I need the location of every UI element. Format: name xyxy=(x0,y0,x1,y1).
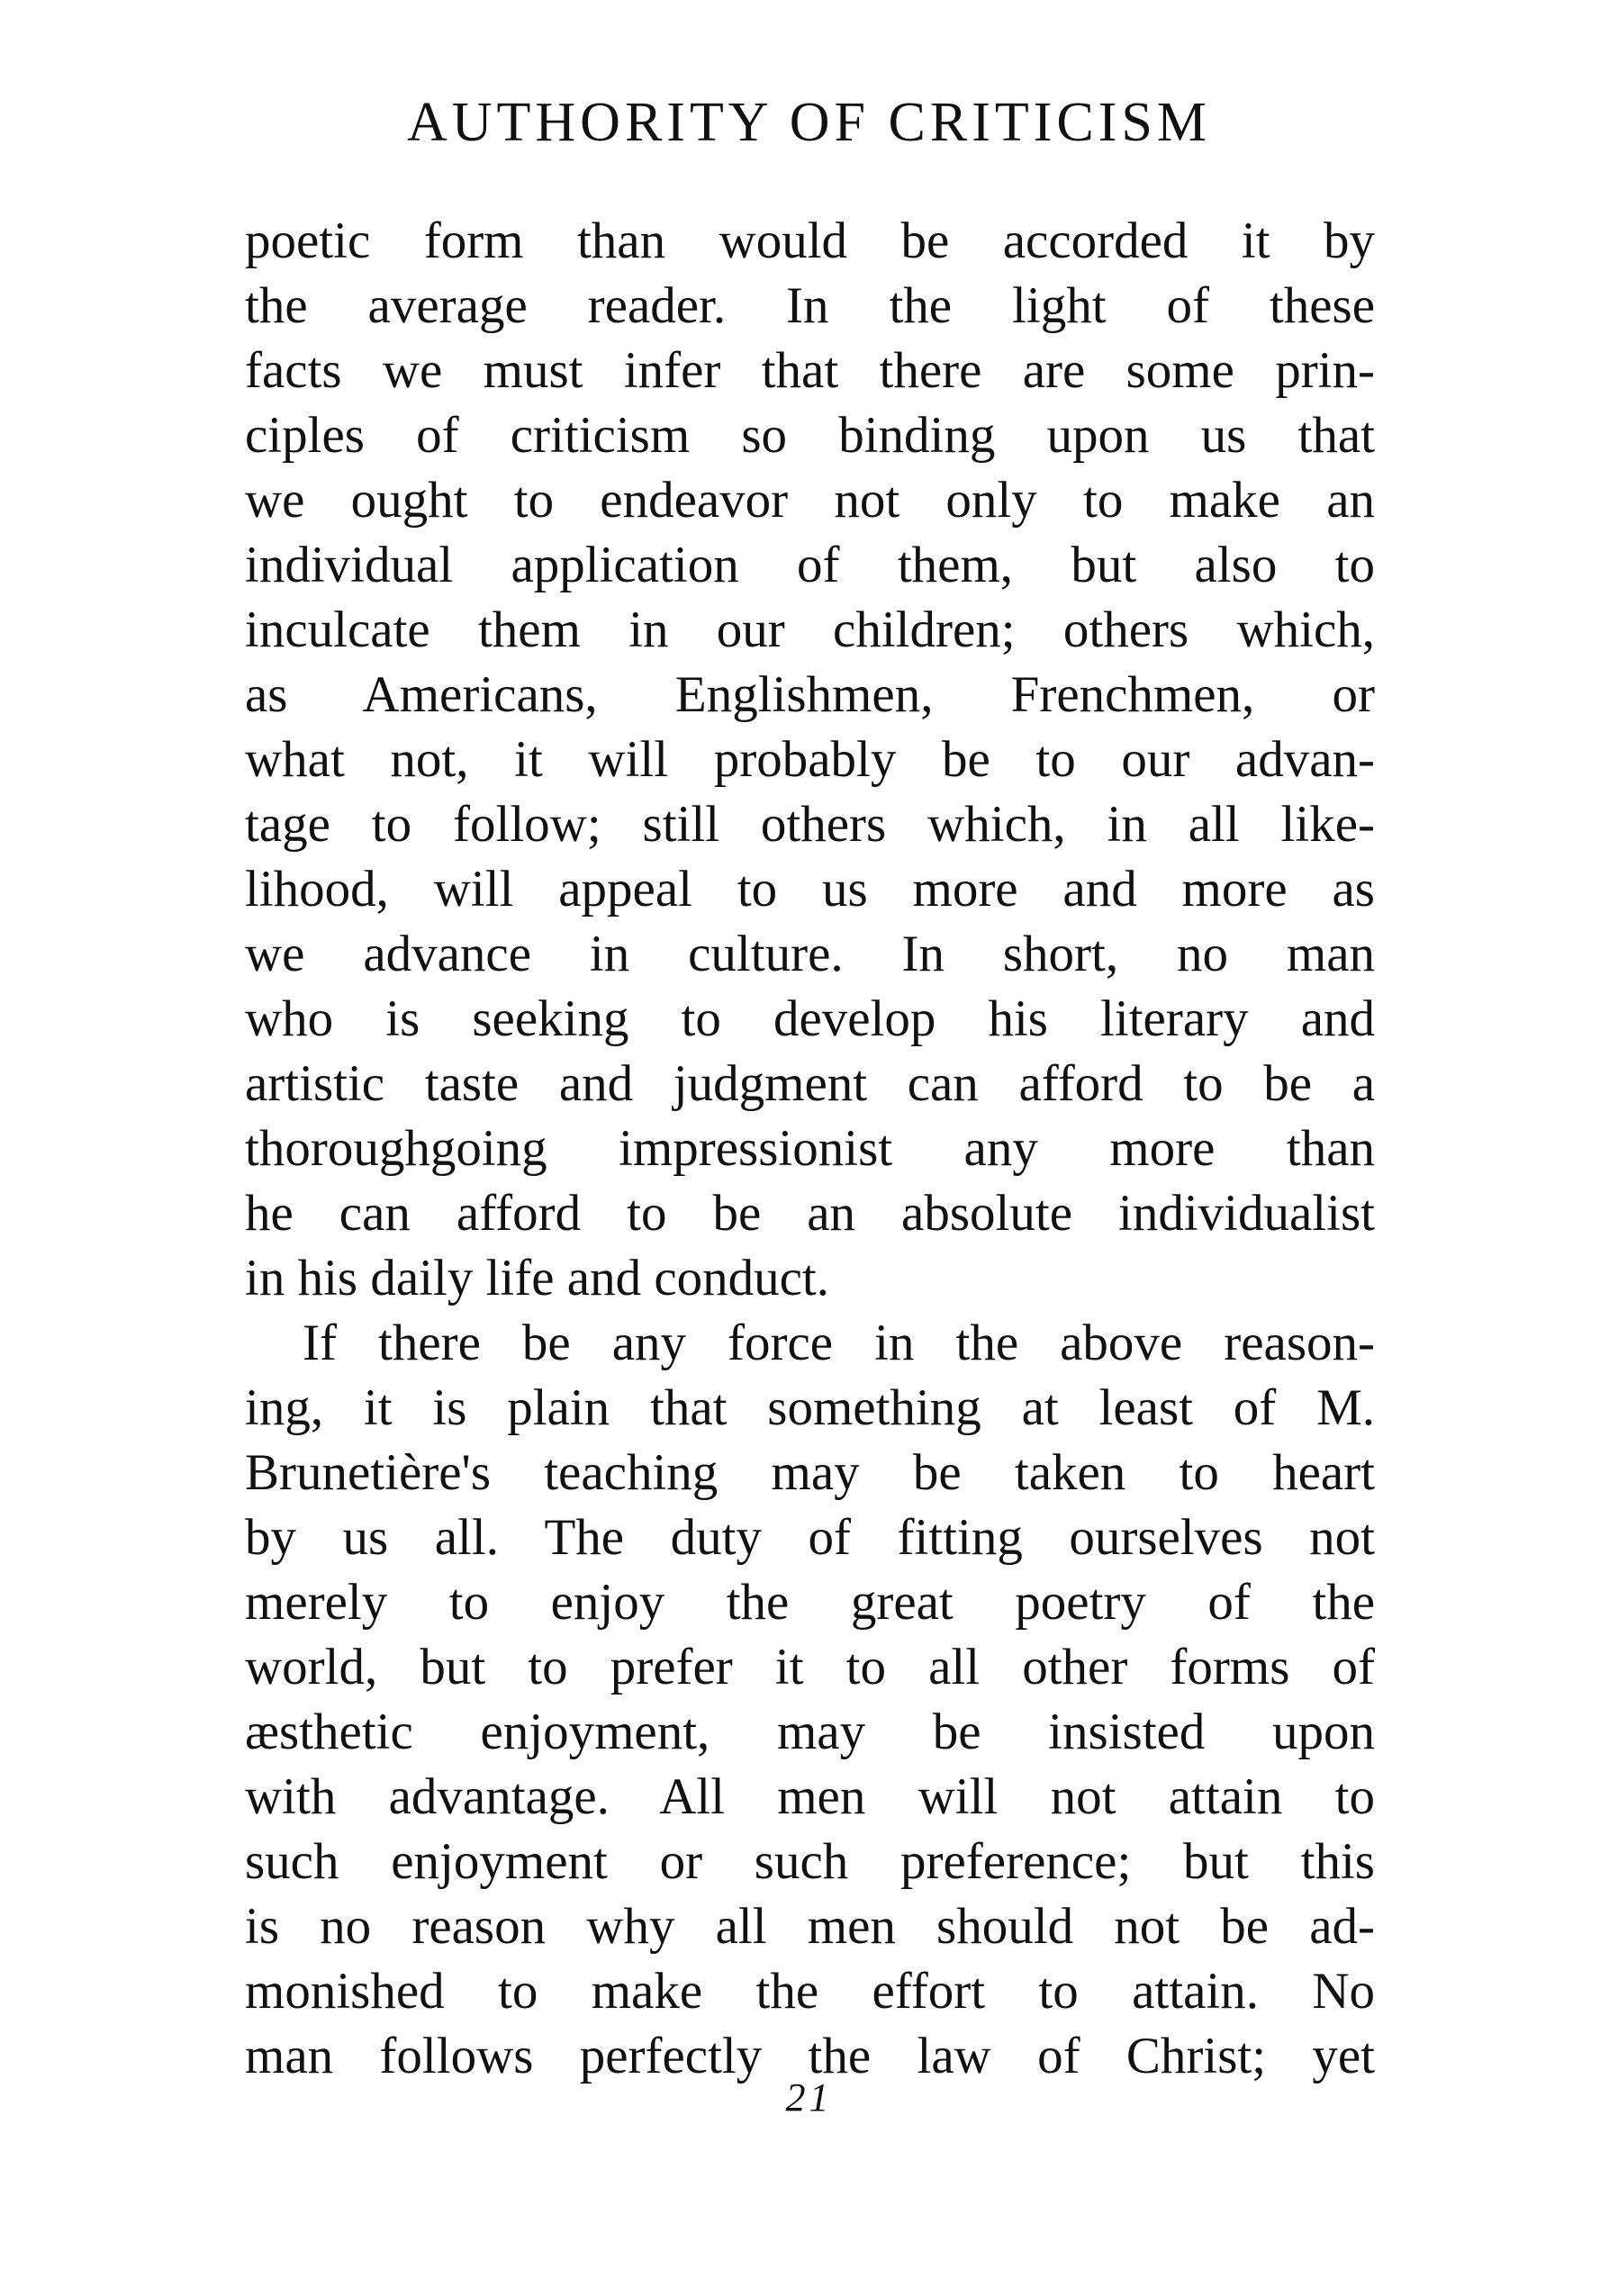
text-line: poetic form than would be accorded it by xyxy=(245,212,1375,269)
text-line: ing, it is plain that something at least of M. xyxy=(245,1379,1375,1436)
text-line: monished to make the effort to attain. No xyxy=(245,1963,1375,2020)
text-line: the average reader. In the light of these xyxy=(245,277,1375,334)
text-line: world, but to prefer it to all other forms of xyxy=(245,1639,1375,1695)
text-line: who is seeking to develop his literary and xyxy=(245,990,1375,1047)
text-line: man follows perfectly the law of Christ; yet xyxy=(245,2028,1375,2084)
text-line: with advantage. All men will not attain to xyxy=(245,1768,1375,1825)
text-line: what not, it will probably be to our advan- xyxy=(245,731,1375,788)
text-line: inculcate them in our children; others which, xyxy=(245,601,1375,658)
text-line: we ought to endeavor not only to make an xyxy=(245,472,1375,529)
text-line: we advance in culture. In short, no man xyxy=(245,926,1375,982)
text-line: he can afford to be an absolute individualist xyxy=(245,1185,1375,1242)
text-line: artistic taste and judgment can afford to be a xyxy=(245,1055,1375,1112)
text-line: Brunetière's teaching may be taken to heart xyxy=(245,1444,1375,1501)
paragraph-2 xyxy=(245,1311,1375,2089)
text-line: merely to enjoy the great poetry of the xyxy=(245,1574,1375,1631)
text-line: facts we must infer that there are some prin- xyxy=(245,342,1375,399)
text-line: individual application of them, but also to xyxy=(245,537,1375,593)
body-text xyxy=(245,209,1375,2089)
page-number: 21 xyxy=(785,2075,833,2120)
text-line: lihood, will appeal to us more and more as xyxy=(245,861,1375,917)
text-line: If there be any force in the above reason- xyxy=(303,1315,1375,1371)
text-line: ciples of criticism so binding upon us that xyxy=(245,407,1375,464)
paragraph-1 xyxy=(245,209,1375,1311)
text-line: by us all. The duty of fitting ourselves not xyxy=(245,1509,1375,1566)
text-line: æsthetic enjoyment, may be insisted upon xyxy=(245,1704,1375,1760)
text-line: in his daily life and conduct. xyxy=(245,1250,830,1306)
running-title: AUTHORITY OF CRITICISM xyxy=(406,92,1212,153)
text-line: as Americans, Englishmen, Frenchmen, or xyxy=(245,666,1375,723)
text-line: such enjoyment or such preference; but this xyxy=(245,1833,1375,1890)
text-line: thoroughgoing impressionist any more than xyxy=(245,1120,1375,1177)
text-line: is no reason why all men should not be ad- xyxy=(245,1898,1375,1955)
text-line: tage to follow; still others which, in all like- xyxy=(245,796,1375,853)
